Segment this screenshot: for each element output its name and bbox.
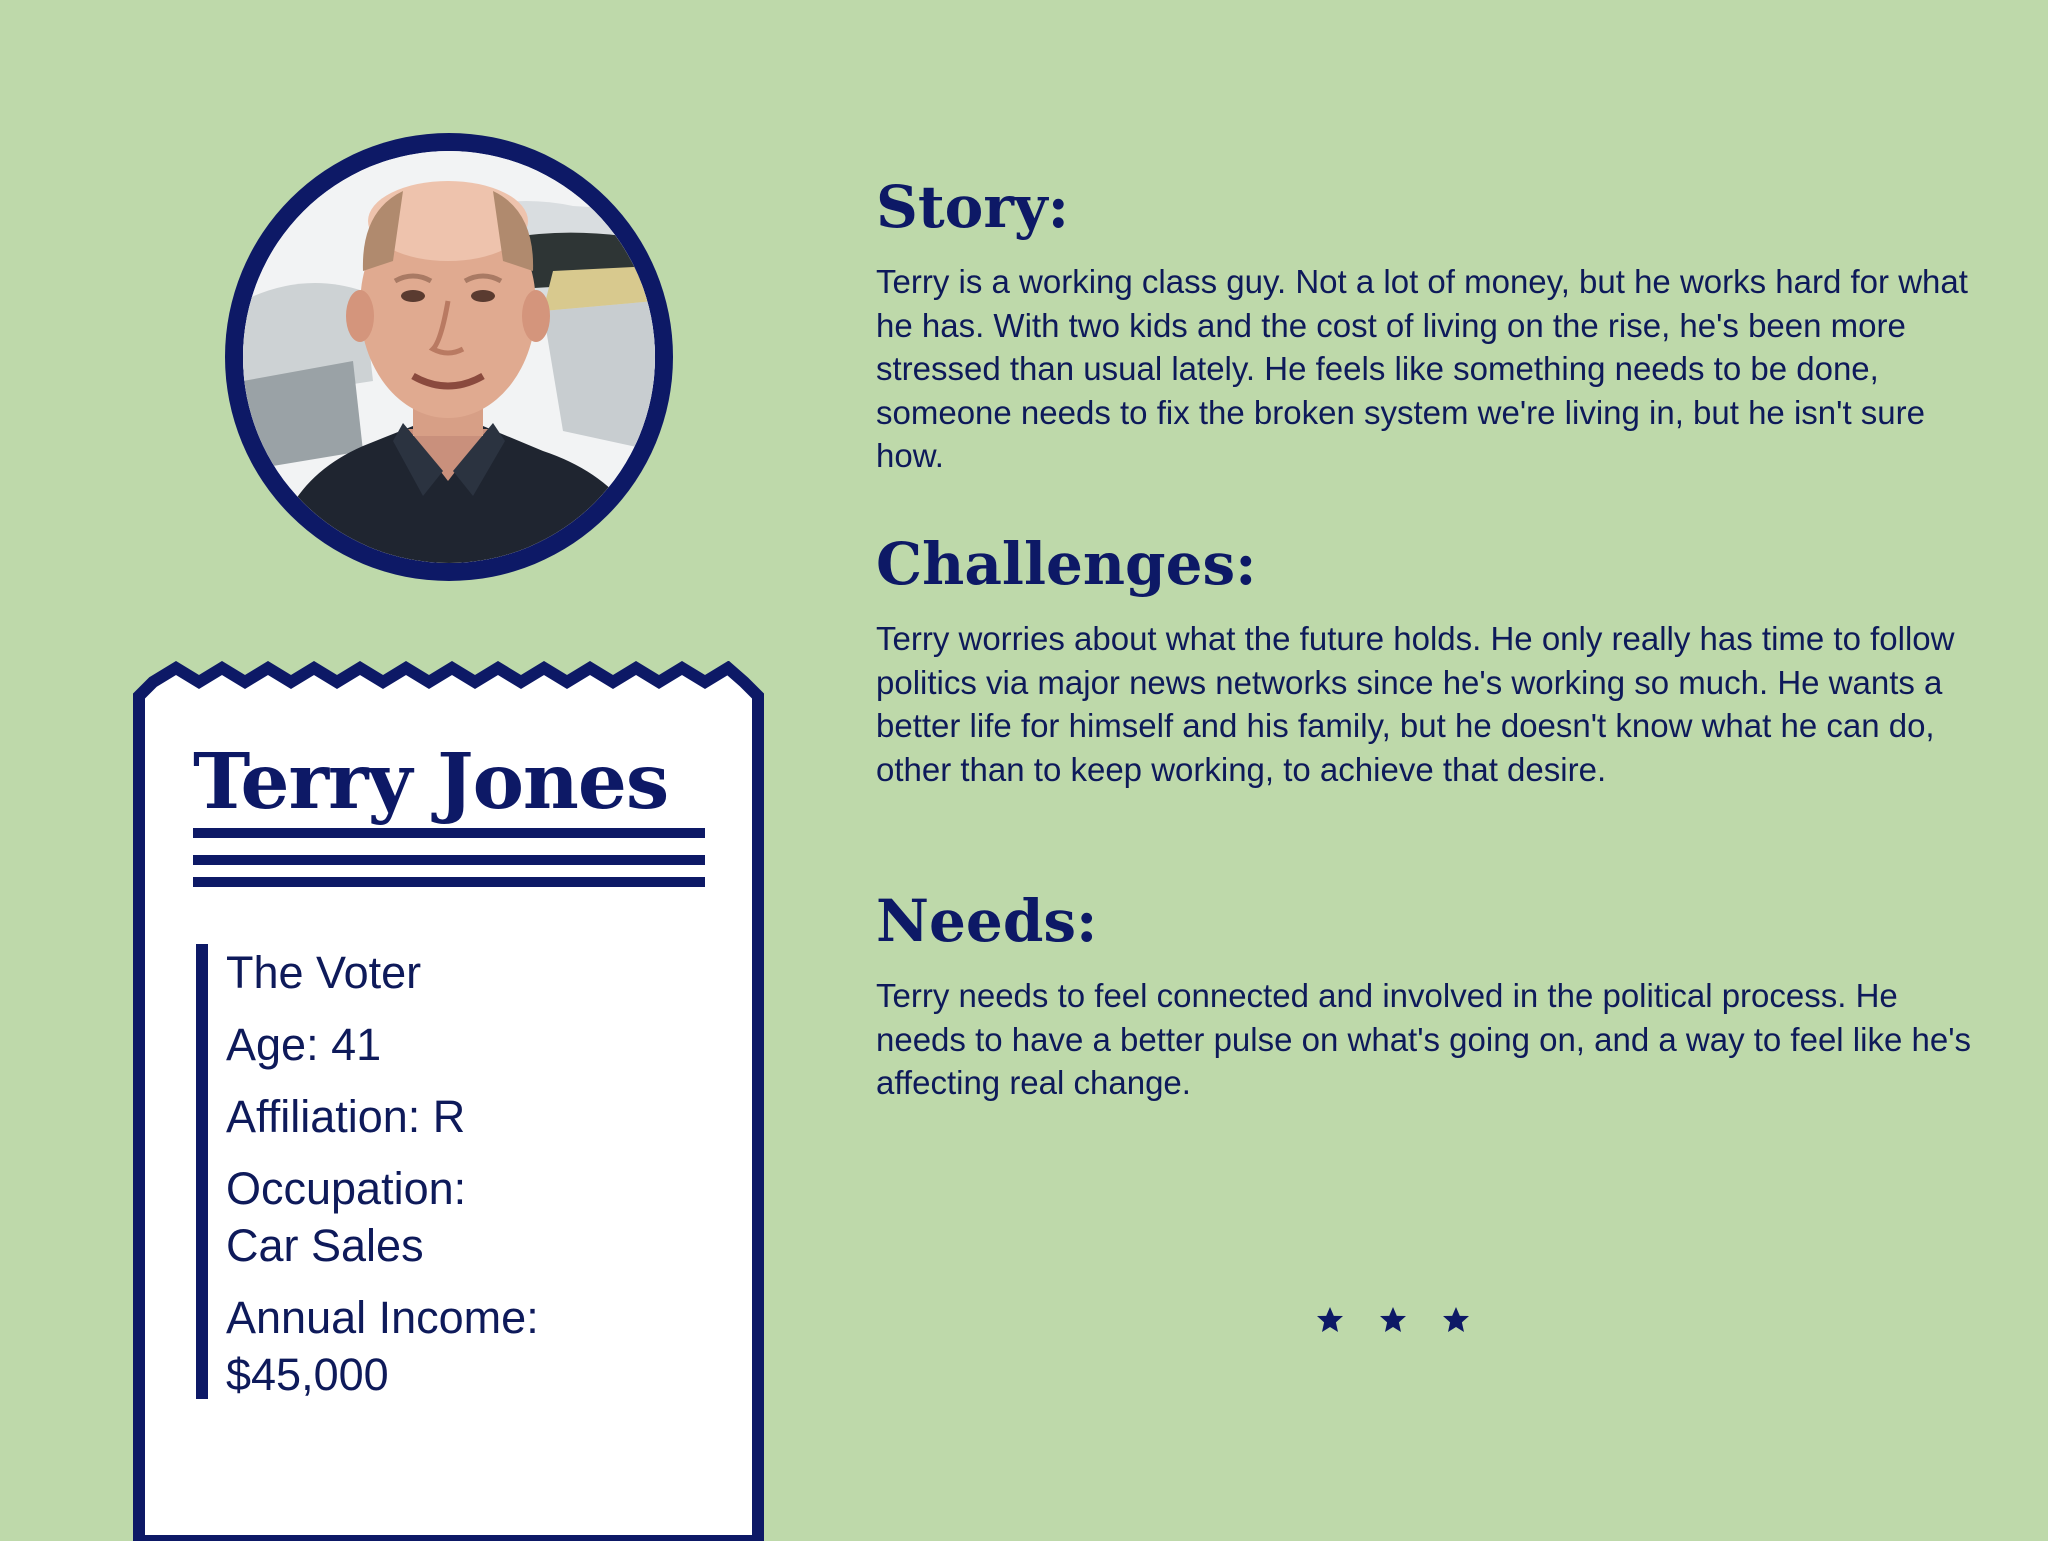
name-underline xyxy=(193,828,705,838)
fact-income: Annual Income: $45,000 xyxy=(226,1292,539,1400)
fact-role: The Voter xyxy=(226,947,422,998)
challenges-heading: Challenges: xyxy=(876,530,1257,598)
profile-photo xyxy=(243,151,655,563)
story-heading: Story: xyxy=(876,173,1070,241)
profile-photo-frame xyxy=(225,133,673,581)
profile-facts xyxy=(196,944,716,1399)
needs-heading: Needs: xyxy=(876,887,1098,955)
star-icon xyxy=(1380,1307,1406,1332)
portrait-illustration xyxy=(243,151,655,563)
challenges-text: Terry worries about what the future holds. He only really has time to follow politics via major news networks since he's working so much. He wants a better life for himself and his family, but he doesn't know what he can do, other than to keep working, to achieve that desire. xyxy=(876,620,1955,788)
star-icon xyxy=(1443,1307,1469,1332)
star-icon xyxy=(1317,1307,1343,1332)
needs-text: Terry needs to feel connected and involved in the political process. He needs to have a better pulse on what's going on, and a way to feel like he's affecting real change. xyxy=(876,977,1971,1101)
name-rule-2 xyxy=(193,877,705,887)
name-rule-1 xyxy=(193,855,705,865)
decorative-stars xyxy=(1315,1300,1475,1340)
profile-name: Terry Jones xyxy=(193,737,669,827)
fact-age: Age: 41 xyxy=(226,1019,382,1070)
fact-affiliation: Affiliation: R xyxy=(226,1091,466,1142)
fact-occupation: Occupation: Car Sales xyxy=(226,1163,467,1271)
story-text: Terry is a working class guy. Not a lot of money, but he works hard for what he has. With two kids and the cost of living on the rise, he's been more stressed than usual lately. He feels like something needs to be done, someone needs to fix the broken system we're living in, but he isn't sure how. xyxy=(876,263,1968,474)
